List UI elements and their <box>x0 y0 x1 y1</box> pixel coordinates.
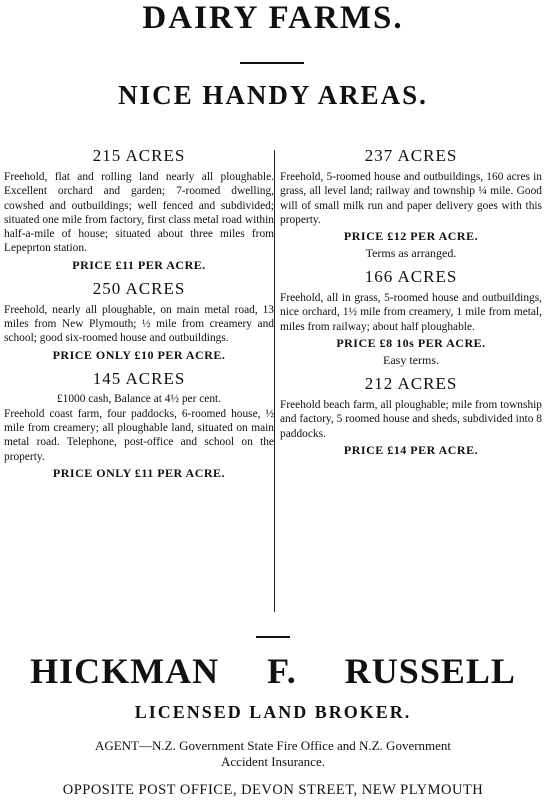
agent-line: AGENT—N.Z. Government State Fire Office and N.Z. Government <box>94 738 452 753</box>
listing-237-acres <box>280 146 542 261</box>
agent-info <box>0 738 546 770</box>
listing-price: PRICE ONLY £11 PER ACRE. <box>52 465 226 480</box>
title-divider <box>240 62 304 64</box>
broker-name <box>0 650 546 692</box>
listing-price: PRICE £12 PER ACRE. <box>343 229 479 244</box>
page-title: DAIRY FARMS. <box>142 0 404 36</box>
listing-acres: 250 ACRES <box>92 278 186 298</box>
footer-divider <box>256 636 290 638</box>
listing-145-acres <box>4 369 274 481</box>
right-column <box>280 140 542 464</box>
listing-description: Freehold, all in grass, 5-roomed house and outbuildings, nice orchard, 1½ mile from creamery, 1 mile from metal, miles from railway; about half ploughable. <box>280 292 542 333</box>
listing-250-acres <box>4 279 274 363</box>
listing-description: Freehold coast farm, four paddocks, 6-roomed house, ½ mile from creamery; all ploughable land, situated on main metal road. Telephone, post-office and school on the property. <box>4 407 274 463</box>
listing-166-acres <box>280 267 542 368</box>
listing-description: Freehold, 5-roomed house and outbuildings, 160 acres in grass, all level land; railway and township ¼ mile. Good will of small milk run and paper delivery goes with this property. <box>280 171 542 226</box>
page-subtitle: NICE HANDY AREAS. <box>118 80 428 110</box>
listing-balance-terms: £1000 cash, Balance at 4½ per cent. <box>56 392 222 405</box>
listing-description: Freehold, flat and rolling land nearly all ploughable. Excellent orchard and garden; 7-roomed dwelling, cowshed and outbuildings; well fenced and subdivided; situated one mile from factory, first class metal road within half-a-mile of house; situated about three miles from Lepeprton station. <box>4 171 274 255</box>
listing-description: Freehold beach farm, all ploughable; mile from township and factory, 5 roomed house and sheds, subdivided into 8 paddocks. <box>280 399 542 440</box>
listing-212-acres <box>280 374 542 458</box>
listing-acres: 237 ACRES <box>364 146 458 165</box>
left-column <box>4 140 274 487</box>
broker-first-name: HICKMAN <box>30 651 220 691</box>
listing-price: PRICE £11 PER ACRE. <box>72 257 206 272</box>
listing-price: PRICE £8 10s PER ACRE. <box>336 336 486 351</box>
broker-initial: F. <box>267 651 297 691</box>
agent-line: Accident Insurance. <box>221 754 325 769</box>
listing-price: PRICE £14 PER ACRE. <box>343 442 479 457</box>
column-divider <box>274 150 275 612</box>
listing-price: PRICE ONLY £10 PER ACRE. <box>52 347 226 362</box>
listing-acres: 212 ACRES <box>364 374 458 394</box>
listing-acres: 215 ACRES <box>92 146 186 165</box>
listing-acres: 145 ACRES <box>92 368 186 388</box>
listing-terms: Terms as arranged. <box>365 246 457 261</box>
listing-215-acres <box>4 146 274 273</box>
broker-last-name: RUSSELL <box>344 651 516 691</box>
listing-description: Freehold, nearly all ploughable, on main metal road, 13 miles from New Plymouth; ½ mile from creamery and school; good six-roomed house and outbuildings. <box>4 303 274 345</box>
broker-address: OPPOSITE POST OFFICE, DEVON STREET, NEW PLYMOUTH <box>62 782 484 798</box>
broker-license: LICENSED LAND BROKER. <box>134 702 412 722</box>
listing-terms: Easy terms. <box>383 353 439 368</box>
listing-acres: 166 ACRES <box>364 267 458 287</box>
